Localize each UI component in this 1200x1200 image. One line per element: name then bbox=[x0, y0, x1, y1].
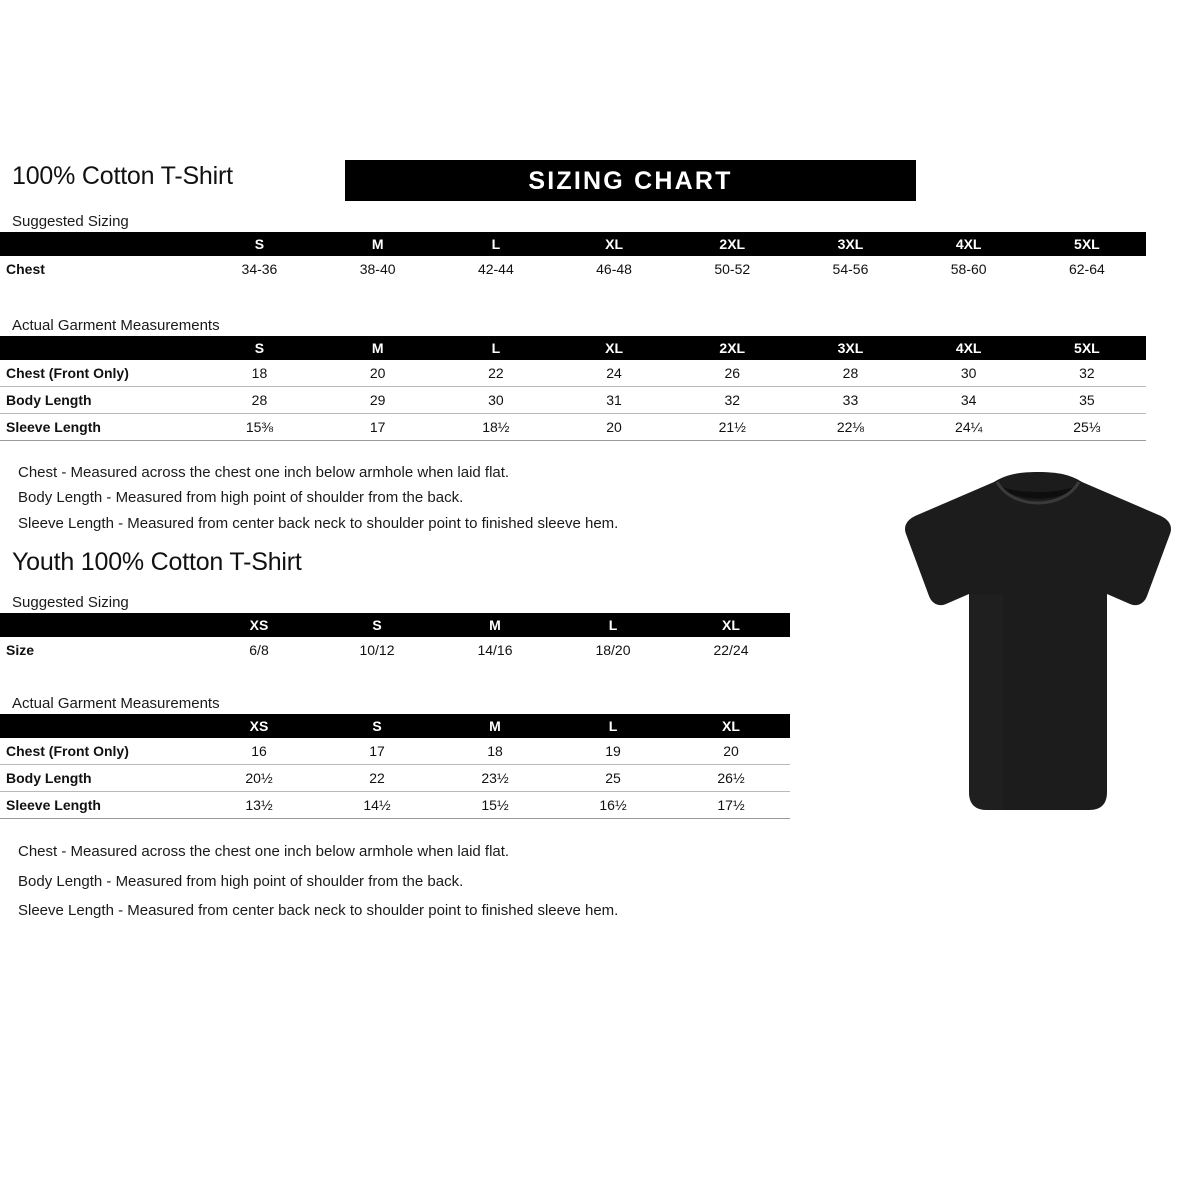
cell: 25⅓ bbox=[1028, 414, 1146, 441]
table-header-row bbox=[0, 336, 1146, 360]
cell: 28 bbox=[200, 387, 318, 414]
row-label: Size bbox=[6, 642, 35, 658]
cell: 17½ bbox=[672, 792, 790, 819]
cell: 42-44 bbox=[477, 261, 514, 277]
cell: 14/16 bbox=[477, 642, 513, 658]
cell: 22⅛ bbox=[791, 414, 909, 441]
adult-note-chest: Chest - Measured across the chest one inch below armhole when laid flat. bbox=[18, 464, 510, 481]
col-header: 3XL bbox=[791, 232, 909, 256]
youth-actual-measurements-table bbox=[0, 714, 790, 819]
cell: 22/24 bbox=[713, 642, 749, 658]
page-title: 100% Cotton T-Shirt bbox=[12, 162, 233, 190]
sizing-chart-banner-label: SIZING CHART bbox=[528, 167, 733, 195]
col-header bbox=[0, 714, 200, 738]
adult-note-body-length: Body Length - Measured from high point of shoulder from the back. bbox=[18, 489, 464, 506]
cell: 28 bbox=[791, 360, 909, 387]
col-header: XL bbox=[672, 714, 790, 738]
cell: 20½ bbox=[200, 765, 318, 792]
cell: 34 bbox=[910, 387, 1028, 414]
cell: 32 bbox=[1028, 360, 1146, 387]
cell: 21½ bbox=[673, 414, 791, 441]
youth-actual-measurements-label: Actual Garment Measurements bbox=[12, 695, 220, 712]
cell: 15½ bbox=[436, 792, 554, 819]
youth-note-sleeve-length: Sleeve Length - Measured from center back neck to shoulder point to finished sleeve hem. bbox=[18, 902, 619, 919]
cell: 17 bbox=[318, 738, 436, 765]
col-header: XL bbox=[555, 232, 673, 256]
col-header: 3XL bbox=[791, 336, 909, 360]
table-row bbox=[0, 256, 1146, 282]
cell: 16½ bbox=[554, 792, 672, 819]
cell: 24 bbox=[555, 360, 673, 387]
adult-actual-measurements-table bbox=[0, 336, 1146, 441]
cell: 29 bbox=[319, 387, 437, 414]
col-header: 5XL bbox=[1028, 336, 1146, 360]
adult-suggested-sizing-label: Suggested Sizing bbox=[12, 213, 129, 230]
youth-suggested-sizing-label: Suggested Sizing bbox=[12, 594, 129, 611]
cell: 35 bbox=[1028, 387, 1146, 414]
col-header: XL bbox=[672, 613, 790, 637]
cell: 54-56 bbox=[832, 261, 869, 277]
cell: 31 bbox=[555, 387, 673, 414]
youth-section-title: Youth 100% Cotton T-Shirt bbox=[12, 548, 302, 576]
cell: 26 bbox=[673, 360, 791, 387]
col-header: XS bbox=[200, 714, 318, 738]
cell: 30 bbox=[437, 387, 555, 414]
adult-suggested-sizing-table bbox=[0, 232, 1146, 282]
cell: 20 bbox=[672, 738, 790, 765]
col-header: 5XL bbox=[1028, 232, 1146, 256]
cell: 16 bbox=[200, 738, 318, 765]
sizing-chart-banner bbox=[345, 160, 916, 201]
cell: 18½ bbox=[437, 414, 555, 441]
cell: 18 bbox=[200, 360, 318, 387]
row-label: Body Length bbox=[0, 765, 200, 792]
col-header: XS bbox=[200, 613, 318, 637]
cell: 46-48 bbox=[596, 261, 632, 277]
headline-row bbox=[12, 160, 1188, 202]
col-header: S bbox=[318, 613, 436, 637]
table-header-row bbox=[0, 613, 790, 637]
col-header: M bbox=[319, 336, 437, 360]
col-header: L bbox=[554, 613, 672, 637]
cell: 50-52 bbox=[714, 261, 751, 277]
table-header-row bbox=[0, 232, 1146, 256]
table-row bbox=[0, 387, 1146, 414]
cell: 23½ bbox=[436, 765, 554, 792]
youth-note-chest: Chest - Measured across the chest one inch below armhole when laid flat. bbox=[18, 843, 510, 860]
cell: 38-40 bbox=[359, 261, 396, 277]
cell: 6/8 bbox=[249, 642, 269, 658]
col-header: M bbox=[436, 613, 554, 637]
row-label: Body Length bbox=[0, 387, 200, 414]
cell: 19 bbox=[554, 738, 672, 765]
col-header: M bbox=[319, 232, 437, 256]
cell: 18/20 bbox=[595, 642, 631, 658]
col-header: 4XL bbox=[910, 232, 1028, 256]
col-header: 4XL bbox=[910, 336, 1028, 360]
col-header bbox=[0, 232, 200, 256]
col-header: S bbox=[318, 714, 436, 738]
col-header: 2XL bbox=[673, 336, 791, 360]
adult-actual-measurements-label: Actual Garment Measurements bbox=[12, 317, 220, 334]
table-header-row bbox=[0, 714, 790, 738]
black-t-shirt-icon bbox=[893, 470, 1183, 815]
col-header: L bbox=[437, 336, 555, 360]
col-header: S bbox=[200, 336, 318, 360]
table-row bbox=[0, 637, 790, 663]
col-header: S bbox=[200, 232, 318, 256]
table-row bbox=[0, 765, 790, 792]
col-header bbox=[0, 336, 200, 360]
row-label: Sleeve Length bbox=[0, 792, 200, 819]
cell: 58-60 bbox=[950, 261, 987, 277]
table-row bbox=[0, 792, 790, 819]
col-header bbox=[0, 613, 200, 637]
cell: 34-36 bbox=[241, 261, 278, 277]
adult-note-sleeve-length: Sleeve Length - Measured from center back neck to shoulder point to finished sleeve hem. bbox=[18, 515, 619, 532]
cell: 32 bbox=[673, 387, 791, 414]
cell: 33 bbox=[791, 387, 909, 414]
row-label: Sleeve Length bbox=[0, 414, 200, 441]
youth-suggested-sizing-table bbox=[0, 613, 790, 663]
table-row bbox=[0, 414, 1146, 441]
cell: 13½ bbox=[200, 792, 318, 819]
cell: 18 bbox=[436, 738, 554, 765]
col-header: L bbox=[554, 714, 672, 738]
cell: 62-64 bbox=[1068, 261, 1105, 277]
cell: 22 bbox=[318, 765, 436, 792]
cell: 26½ bbox=[672, 765, 790, 792]
product-image-tshirt bbox=[893, 470, 1183, 815]
table-row bbox=[0, 360, 1146, 387]
table-row bbox=[0, 738, 790, 765]
row-label: Chest (Front Only) bbox=[0, 360, 200, 387]
cell: 14½ bbox=[318, 792, 436, 819]
cell: 25 bbox=[554, 765, 672, 792]
cell: 20 bbox=[319, 360, 437, 387]
col-header: M bbox=[436, 714, 554, 738]
row-label: Chest bbox=[6, 261, 45, 277]
col-header: L bbox=[437, 232, 555, 256]
cell: 24¼ bbox=[910, 414, 1028, 441]
youth-note-body-length: Body Length - Measured from high point of shoulder from the back. bbox=[18, 873, 464, 890]
row-label: Chest (Front Only) bbox=[0, 738, 200, 765]
cell: 30 bbox=[910, 360, 1028, 387]
cell: 15⅜ bbox=[200, 414, 318, 441]
cell: 20 bbox=[555, 414, 673, 441]
col-header: XL bbox=[555, 336, 673, 360]
cell: 17 bbox=[319, 414, 437, 441]
col-header: 2XL bbox=[673, 232, 791, 256]
cell: 22 bbox=[437, 360, 555, 387]
cell: 10/12 bbox=[359, 642, 395, 658]
